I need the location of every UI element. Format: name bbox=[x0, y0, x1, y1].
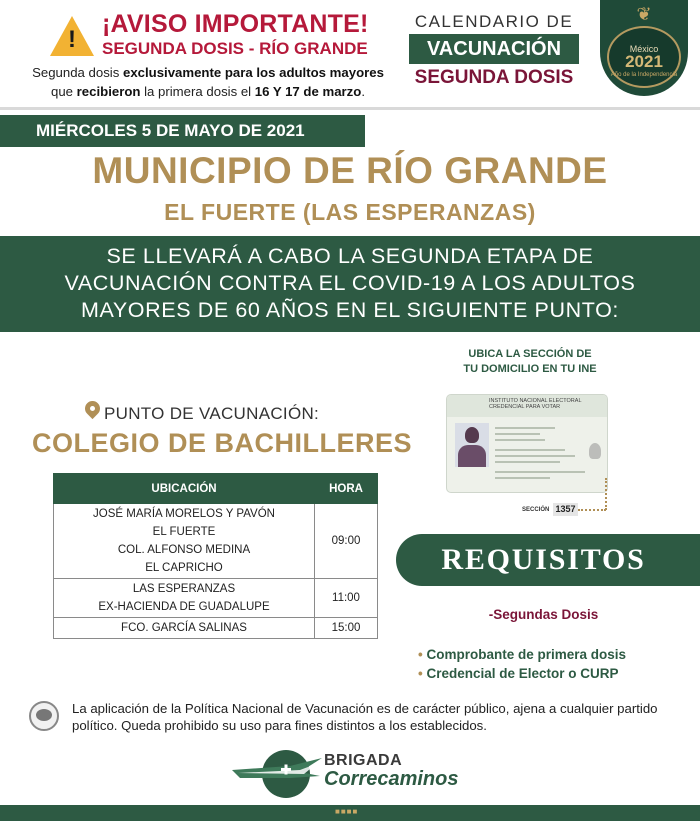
location-cell bbox=[54, 504, 315, 579]
table-row bbox=[54, 504, 378, 579]
location-line: FCO. GARCÍA SALINAS bbox=[121, 622, 247, 634]
ine-text-line bbox=[495, 449, 565, 451]
location-pin-dot bbox=[90, 406, 95, 411]
locality-subtitle: EL FUERTE (LAS ESPERANZAS) bbox=[164, 199, 536, 225]
ine-card-image bbox=[446, 394, 608, 493]
roadrunner-logo-icon bbox=[230, 748, 325, 800]
logo-country: México bbox=[629, 44, 659, 54]
header-time: HORA bbox=[315, 474, 378, 504]
location-line: JOSÉ MARÍA MORELOS Y PAVÓN bbox=[93, 508, 275, 520]
section-pointer bbox=[578, 509, 606, 511]
calendar-title-line3: SEGUNDA DOSIS bbox=[414, 67, 574, 88]
location-line: EL CAPRICHO bbox=[145, 562, 223, 574]
requirement-text: Credencial de Elector o CURP bbox=[426, 666, 619, 681]
legal-disclaimer: La aplicación de la Política Nacional de Vacunación es de carácter público, ajena a cualquier partido político. Queda prohibido su uso para fines distintos a los establecidos. bbox=[72, 701, 658, 733]
aviso-description bbox=[12, 63, 404, 101]
time-cell: 09:00 bbox=[315, 504, 378, 579]
eagle-icon: ❦ bbox=[636, 4, 652, 24]
aviso-desc-bold: 16 Y 17 de marzo bbox=[254, 84, 362, 99]
national-seal-center bbox=[36, 709, 52, 721]
ine-card-header-text: INSTITUTO NACIONAL ELECTORAL CREDENCIAL PARA VOTAR bbox=[489, 398, 582, 410]
aviso-subtitle: SEGUNDA DOSIS - RÍO GRANDE bbox=[102, 39, 368, 58]
date-band bbox=[0, 115, 365, 147]
table-row bbox=[54, 618, 378, 639]
brand-line1: BRIGADA bbox=[324, 752, 403, 769]
venue-label: PUNTO DE VACUNACIÓN: bbox=[104, 404, 320, 423]
aviso-desc-part: que bbox=[51, 84, 77, 99]
requirements-subtitle: -Segundas Dosis bbox=[488, 607, 599, 622]
logo-tagline: Año de la Independencia bbox=[610, 72, 678, 78]
ine-hint bbox=[440, 347, 620, 377]
ine-text-line bbox=[495, 433, 540, 435]
ine-hint-line: UBICA LA SECCIÓN DE bbox=[468, 348, 592, 360]
ine-text-line bbox=[495, 461, 560, 463]
location-line: LAS ESPERANZAS bbox=[132, 583, 236, 595]
location-line: EX-HACIENDA DE GUADALUPE bbox=[98, 601, 270, 613]
section-value: 1357 bbox=[553, 503, 578, 516]
announcement-text bbox=[0, 243, 700, 324]
announcement-line: MAYORES DE 60 AÑOS EN EL SIGUIENTE PUNTO: bbox=[81, 298, 619, 322]
bullet-icon: • bbox=[418, 647, 427, 662]
ine-text-line bbox=[495, 439, 545, 441]
ine-text-line bbox=[495, 427, 555, 429]
location-line: COL. ALFONSO MEDINA bbox=[117, 544, 251, 556]
calendar-title-line2: VACUNACIÓN bbox=[409, 34, 579, 64]
aviso-desc-part: Segunda dosis bbox=[32, 65, 123, 80]
ine-hint-line: TU DOMICILIO EN TU INE bbox=[463, 363, 597, 375]
aviso-desc-bold: recibieron bbox=[76, 84, 141, 99]
event-date: MIÉRCOLES 5 DE MAYO DE 2021 bbox=[36, 121, 305, 140]
header-location: UBICACIÓN bbox=[54, 474, 315, 504]
section-label: SECCIÓN bbox=[522, 507, 550, 513]
location-cell bbox=[54, 579, 315, 618]
warning-icon-mark: ! bbox=[68, 26, 76, 53]
list-item bbox=[418, 664, 700, 683]
logo-year: 2021 bbox=[625, 52, 663, 71]
schedule-table bbox=[53, 473, 378, 639]
ine-photo-head bbox=[465, 427, 479, 443]
ine-ghost-photo bbox=[589, 443, 601, 459]
announcement-line: SE LLEVARÁ A CABO LA SEGUNDA ETAPA DE bbox=[106, 244, 594, 268]
municipality-title: MUNICIPIO DE RÍO GRANDE bbox=[92, 150, 608, 191]
calendar-title-line1: CALENDARIO DE bbox=[414, 12, 574, 31]
social-media-icons[interactable]: ■■■■ bbox=[335, 807, 359, 816]
brand-line2: Correcaminos bbox=[324, 768, 459, 790]
ine-photo-body bbox=[458, 445, 486, 467]
aviso-desc-bold: exclusivamente para los adultos mayores bbox=[122, 65, 384, 80]
ine-text-line bbox=[495, 455, 575, 457]
aviso-title: ¡AVISO IMPORTANTE! bbox=[102, 10, 369, 38]
aviso-desc-part: la primera dosis el bbox=[140, 84, 255, 99]
bullet-icon: • bbox=[418, 666, 427, 681]
announcement-line: VACUNACIÓN CONTRA EL COVID-19 A LOS ADULTOS bbox=[64, 271, 636, 295]
list-item bbox=[418, 645, 700, 664]
time-cell: 15:00 bbox=[315, 618, 378, 639]
aviso-desc-part: . bbox=[361, 84, 365, 99]
requirements-title: REQUISITOS bbox=[441, 543, 646, 576]
requirement-text: Comprobante de primera dosis bbox=[426, 647, 627, 662]
header-divider bbox=[0, 107, 700, 110]
requirements-list bbox=[418, 645, 700, 683]
ine-text-line bbox=[495, 471, 585, 473]
location-cell bbox=[54, 618, 315, 639]
ine-text-line bbox=[495, 477, 550, 479]
time-cell: 11:00 bbox=[315, 579, 378, 618]
location-line: EL FUERTE bbox=[152, 526, 216, 538]
table-row bbox=[54, 579, 378, 618]
venue-name: COLEGIO DE BACHILLERES bbox=[32, 428, 413, 458]
section-pointer-vertical bbox=[605, 478, 607, 510]
